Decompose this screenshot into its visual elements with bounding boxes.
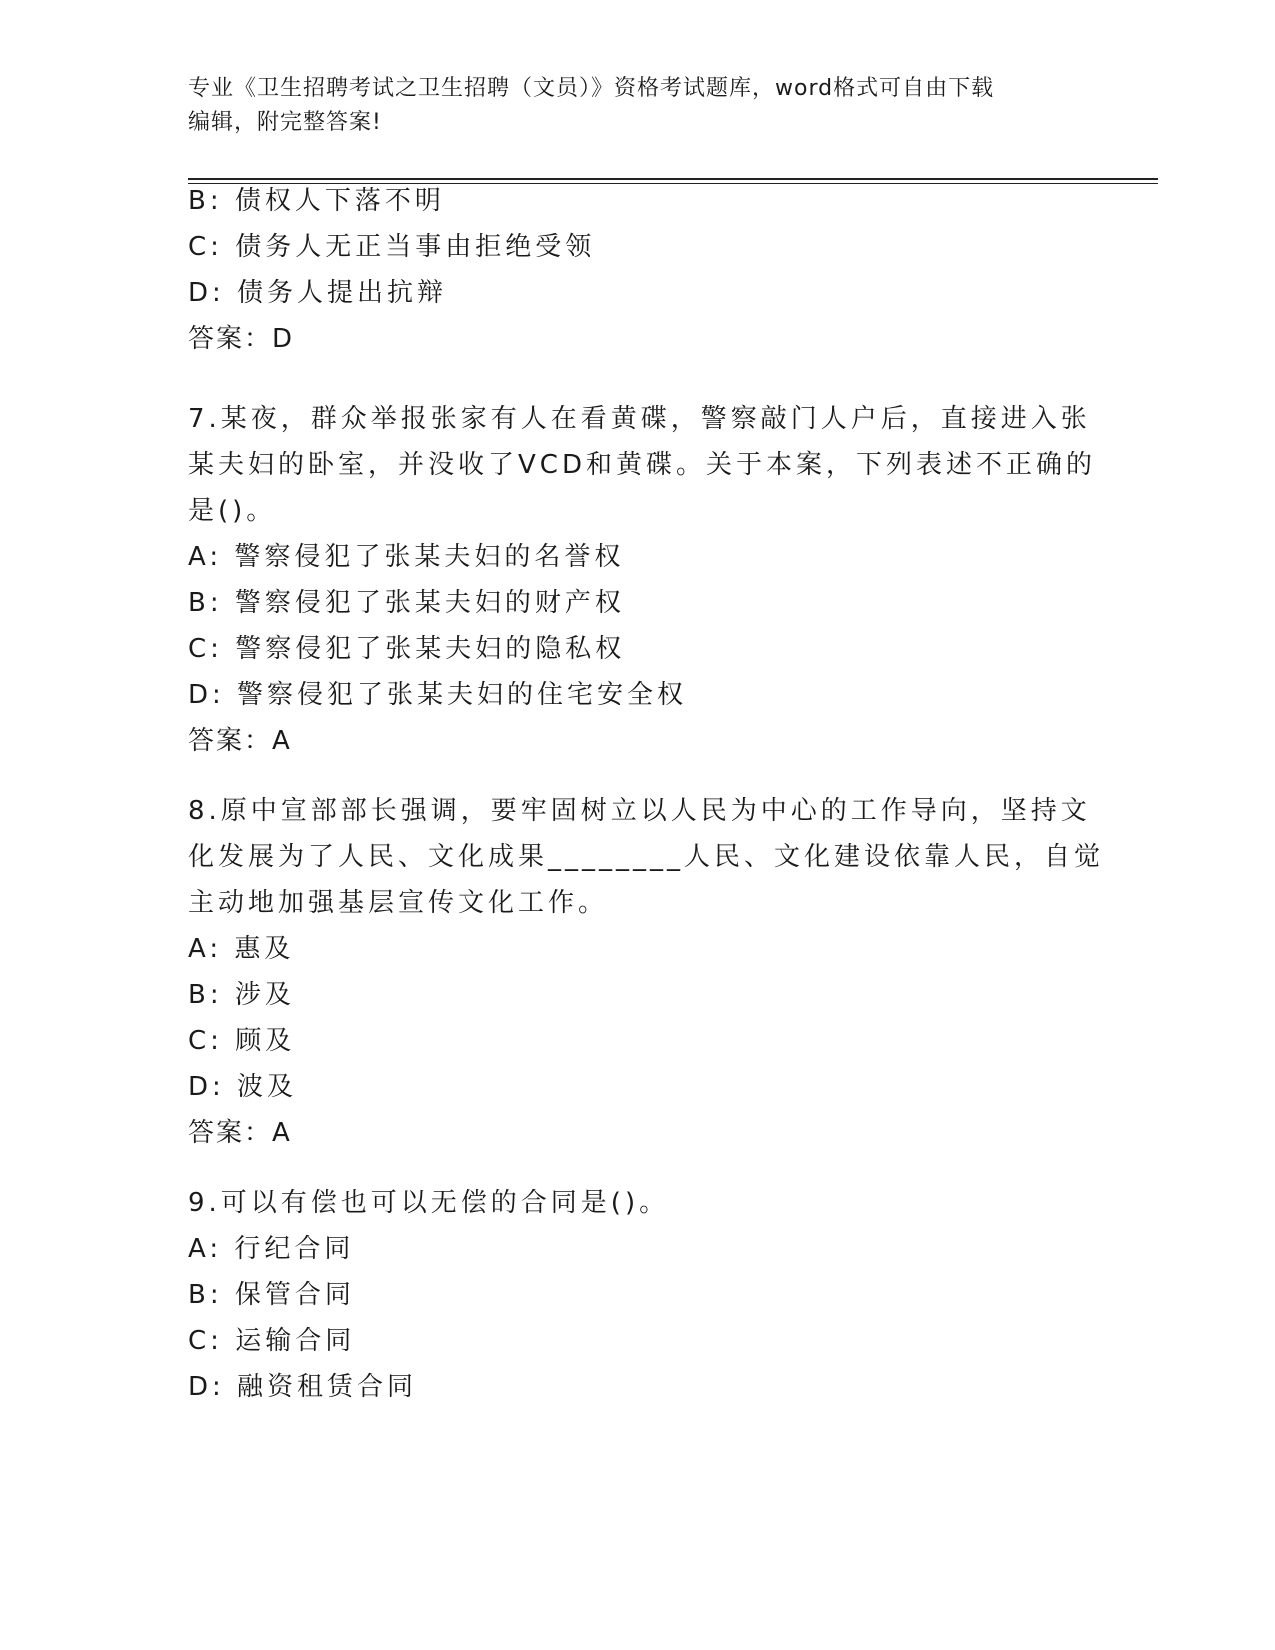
question-stem-line: 化发展为了人民、文化成果________人民、文化建设依靠人民，自觉 [188, 842, 1105, 872]
answer-line: 答案：A [188, 726, 292, 756]
option-c: C: 债务人无正当事由拒绝受领 [188, 232, 596, 262]
question-9 [188, 1180, 1068, 1410]
question-stem-line: 7.某夜，群众举报张家有人在看黄碟，警察敲门人户后，直接进入张 [188, 404, 1091, 434]
option-b: B: 保管合同 [188, 1280, 355, 1310]
option-b: B: 警察侵犯了张某夫妇的财产权 [188, 588, 625, 618]
question-8 [188, 788, 1105, 1156]
option-a: A: 警察侵犯了张某夫妇的名誉权 [188, 542, 625, 572]
answer-line: 答案：A [188, 1118, 292, 1148]
question-stem-line: 主动地加强基层宣传文化工作。 [188, 888, 609, 918]
question-stem-line: 9.可以有偿也可以无偿的合同是()。 [188, 1188, 670, 1218]
option-a: A: 行纪合同 [188, 1234, 355, 1264]
header-line-2: 编辑，附完整答案! [188, 110, 382, 135]
option-d: D: 债务人提出抗辩 [188, 278, 448, 308]
option-a: A: 惠及 [188, 934, 295, 964]
document-header [188, 72, 1088, 140]
question-7 [188, 396, 1096, 764]
answer-line: 答案：D [188, 324, 295, 354]
option-d: D: 警察侵犯了张某夫妇的住宅安全权 [188, 680, 688, 710]
option-b: B: 债权人下落不明 [188, 186, 445, 216]
option-c: C: 运输合同 [188, 1326, 356, 1356]
question-stem-line: 某夫妇的卧室，并没收了VCD和黄碟。关于本案，下列表述不正确的 [188, 450, 1096, 480]
question-stem-line: 是()。 [188, 496, 277, 526]
header-line-1: 专业《卫生招聘考试之卫生招聘（文员）》资格考试题库，word格式可自由下载 [188, 76, 995, 101]
option-c: C: 警察侵犯了张某夫妇的隐私权 [188, 634, 626, 664]
option-c: C: 顾及 [188, 1026, 296, 1056]
question-6-tail [188, 178, 1068, 362]
question-stem-line: 8.原中宣部部长强调，要牢固树立以人民为中心的工作导向，坚持文 [188, 796, 1091, 826]
option-d: D: 波及 [188, 1072, 298, 1102]
option-d: D: 融资租赁合同 [188, 1372, 418, 1402]
option-b: B: 涉及 [188, 980, 295, 1010]
